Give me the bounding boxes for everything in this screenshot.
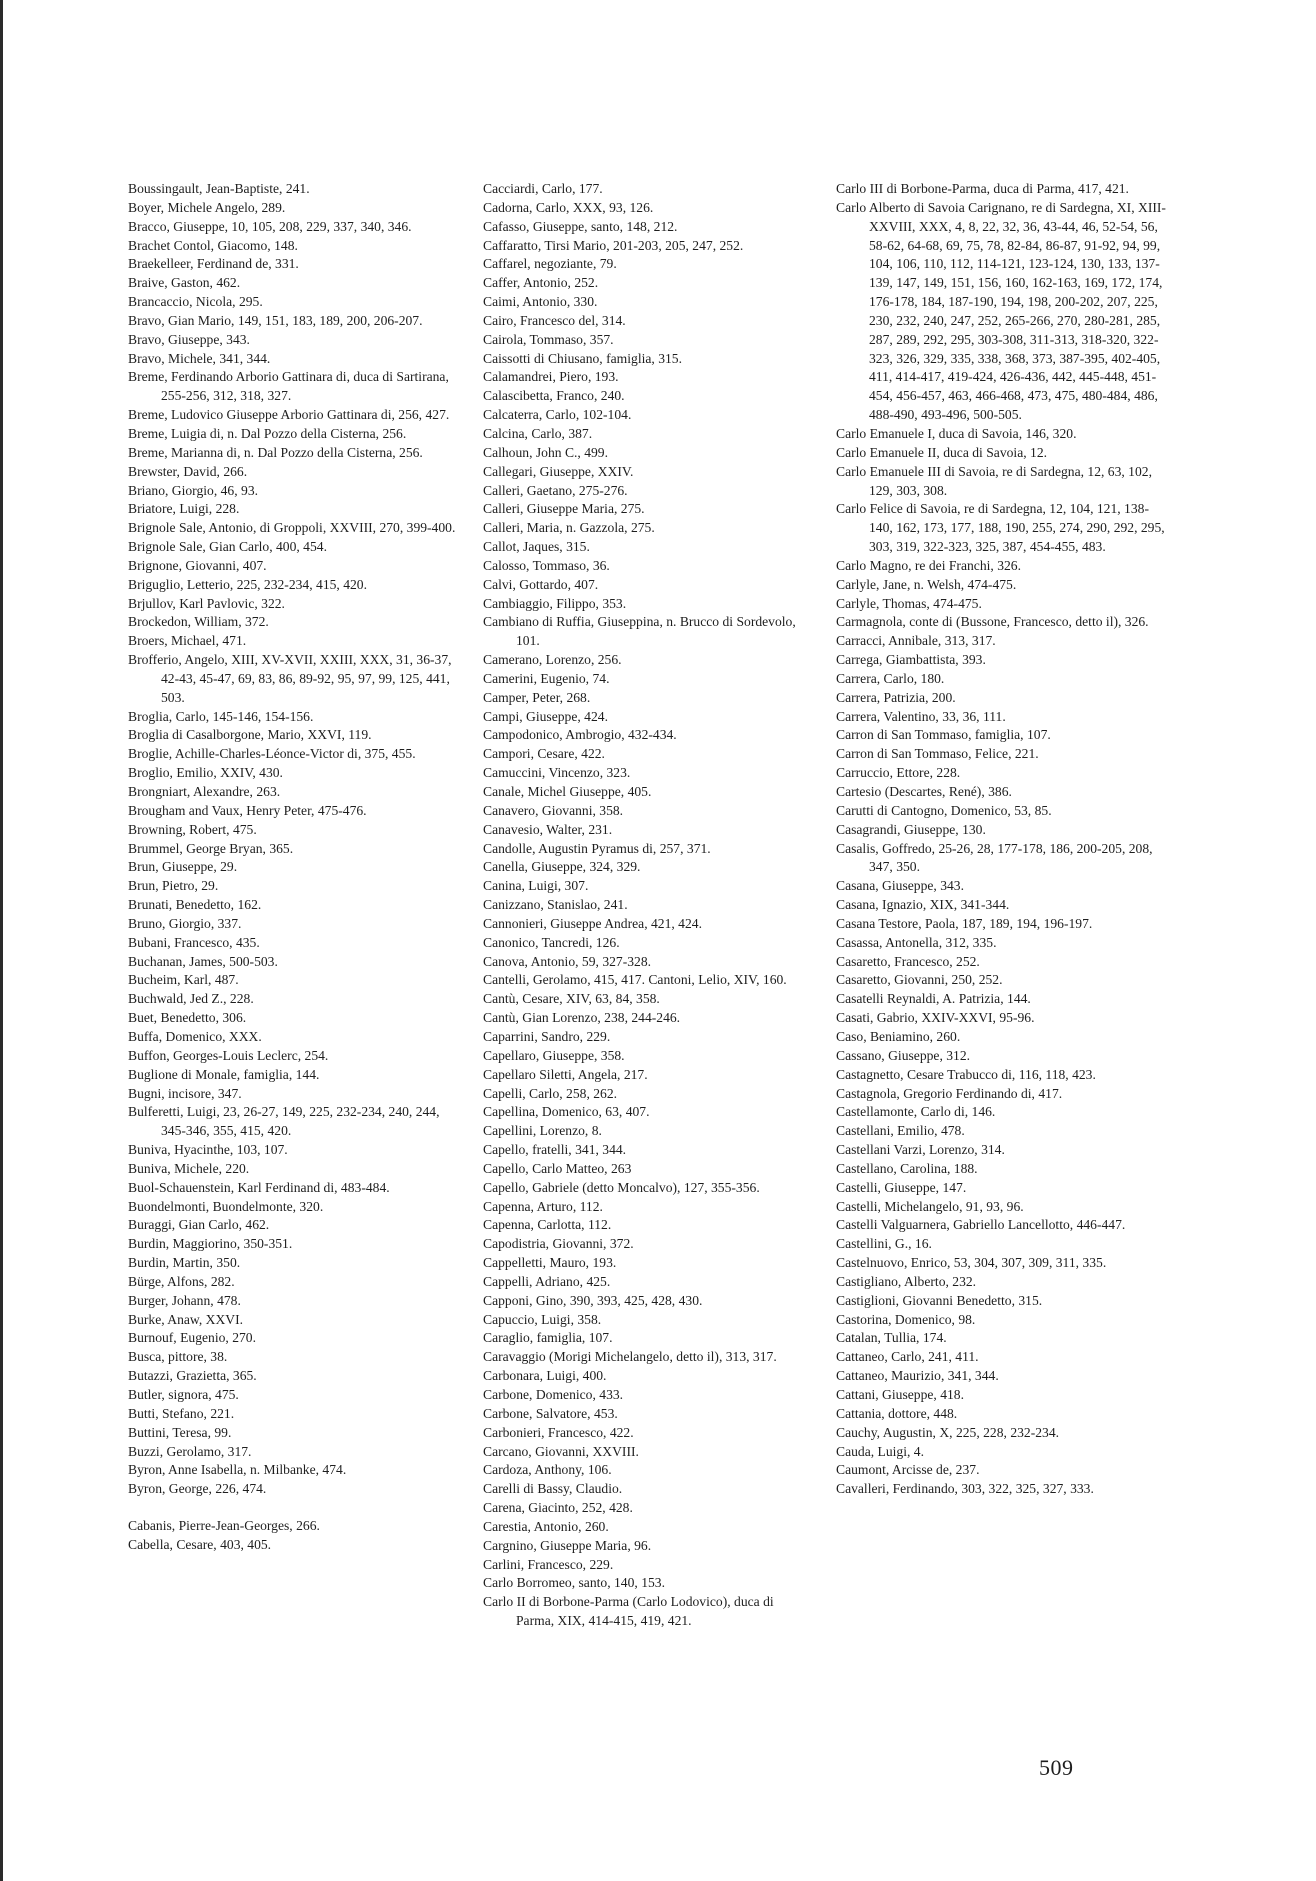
index-entry: Casana Testore, Paola, 187, 189, 194, 196-197.: [836, 915, 1093, 931]
index-entry: Caffaratto, Tirsi Mario, 201-203, 205, 247, 252.: [483, 237, 744, 253]
index-entry: Carestia, Antonio, 260.: [483, 1518, 609, 1534]
index-entry: Calvi, Gottardo, 407.: [483, 576, 599, 592]
index-entry: Caissotti di Chiusano, famiglia, 315.: [483, 350, 682, 366]
index-entry: Brignole Sale, Antonio, di Groppoli, XXVIII, 270, 399-400.: [128, 520, 456, 536]
index-entry: Castellini, G., 16.: [836, 1236, 932, 1252]
index-column-1: [128, 180, 458, 1555]
index-entry: Capuccio, Luigi, 358.: [483, 1311, 602, 1327]
index-entry: Brancaccio, Nicola, 295.: [128, 294, 263, 310]
index-entry: Bravo, Giuseppe, 343.: [128, 331, 250, 347]
index-entry: Capponi, Gino, 390, 393, 425, 428, 430.: [483, 1292, 703, 1308]
index-entry: Caravaggio (Morigi Michelangelo, detto il), 313, 317.: [483, 1349, 777, 1365]
index-entry: Bucheim, Karl, 487.: [128, 972, 239, 988]
index-entry: Butler, signora, 475.: [128, 1387, 239, 1402]
index-entry: Briguglio, Letterio, 225, 232-234, 415, 420.: [128, 576, 367, 592]
index-entry: Carbonieri, Francesco, 422.: [483, 1424, 634, 1440]
index-entry: Capello, fratelli, 341, 344.: [483, 1142, 627, 1158]
index-entry: Buondelmonti, Buondelmonte, 320.: [128, 1198, 324, 1214]
index-entry: Buchanan, James, 500-503.: [128, 953, 278, 969]
index-entry: Brummel, George Bryan, 365.: [128, 840, 294, 856]
index-entry: Carmagnola, conte di (Bussone, Francesco, detto il), 326.: [836, 614, 1149, 630]
index-entry: Callegari, Giuseppe, XXIV.: [483, 463, 634, 479]
index-entry: Carlini, Francesco, 229.: [483, 1556, 614, 1572]
index-entry: Busca, pittore, 38.: [128, 1349, 228, 1365]
index-entry: Cacciardi, Carlo, 177.: [483, 181, 603, 196]
index-entry: Briano, Giorgio, 46, 93.: [128, 482, 259, 498]
index-entry: Casana, Giuseppe, 343.: [836, 878, 964, 894]
index-entry: Camuccini, Vincenzo, 323.: [483, 765, 631, 781]
index-entry: Breme, Ludovico Giuseppe Arborio Gattinara di, 256, 427.: [128, 407, 450, 423]
index-entry: Burdin, Martin, 350.: [128, 1255, 241, 1271]
index-entry: Boussingault, Jean-Baptiste, 241.: [128, 181, 310, 196]
index-entry: Caso, Beniamino, 260.: [836, 1028, 961, 1044]
index-entry: Castigliano, Alberto, 232.: [836, 1273, 977, 1289]
index-entry: Carrera, Patrizia, 200.: [836, 689, 956, 705]
index-entry: Carlo Emanuele III di Savoia, re di Sardegna, 12, 63, 102, 129, 303, 308.: [836, 463, 1152, 498]
index-entry: Casalis, Goffredo, 25-26, 28, 177-178, 186, 200-205, 208, 347, 350.: [836, 840, 1153, 875]
index-entry: Burnouf, Eugenio, 270.: [128, 1330, 256, 1346]
index-entry: Buniva, Michele, 220.: [128, 1160, 250, 1176]
index-entry: Carena, Giacinto, 252, 428.: [483, 1500, 633, 1516]
index-entry: Castellano, Carolina, 188.: [836, 1160, 978, 1176]
index-entry: Cattaneo, Maurizio, 341, 344.: [836, 1368, 999, 1384]
index-entry: Cappelletti, Mauro, 193.: [483, 1255, 617, 1271]
index-entry: Castellani Varzi, Lorenzo, 314.: [836, 1142, 1005, 1158]
index-entry: Brignole Sale, Gian Carlo, 400, 454.: [128, 539, 327, 555]
index-entry: Bravo, Michele, 341, 344.: [128, 350, 271, 366]
index-entry: Caumont, Arcisse de, 237.: [836, 1462, 980, 1478]
index-entry: Calosso, Tommaso, 36.: [483, 557, 610, 573]
index-entry: Cairo, Francesco del, 314.: [483, 312, 626, 328]
index-entry: Canella, Giuseppe, 324, 329.: [483, 859, 641, 875]
index-entry: Canova, Antonio, 59, 327-328.: [483, 953, 652, 969]
index-entry: Briatore, Luigi, 228.: [128, 501, 240, 517]
index-entry: Capenna, Carlotta, 112.: [483, 1217, 612, 1233]
index-entry: Castellani, Emilio, 478.: [836, 1123, 965, 1139]
index-entry: Castagnetto, Cesare Trabucco di, 116, 118, 423.: [836, 1066, 1096, 1082]
index-entry: Cattaneo, Carlo, 241, 411.: [836, 1349, 979, 1365]
index-entry: Cassano, Giuseppe, 312.: [836, 1047, 971, 1063]
index-entry: Caraglio, famiglia, 107.: [483, 1330, 613, 1346]
index-entry: Cadorna, Carlo, XXX, 93, 126.: [483, 199, 654, 215]
index-entry: Brachet Contol, Giacomo, 148.: [128, 237, 298, 253]
index-entry: Bugni, incisore, 347.: [128, 1085, 242, 1101]
index-entry: Capodistria, Giovanni, 372.: [483, 1236, 634, 1252]
index-entry: Brougham and Vaux, Henry Peter, 475-476.: [128, 802, 367, 818]
index-entry: Calleri, Gaetano, 275-276.: [483, 482, 628, 498]
index-entry: Broglie, Achille-Charles-Léonce-Victor di, 375, 455.: [128, 746, 416, 762]
index-entry: Calamandrei, Piero, 193.: [483, 369, 619, 385]
index-entry: Carlyle, Thomas, 474-475.: [836, 595, 982, 611]
index-entry: Bulferetti, Luigi, 23, 26-27, 149, 225, 232-234, 240, 244, 345-346, 355, 415, 420.: [128, 1104, 440, 1139]
index-entry: Brewster, David, 266.: [128, 463, 248, 479]
index-entry: Breme, Luigia di, n. Dal Pozzo della Cisterna, 256.: [128, 425, 407, 441]
index-entry: Carlo Magno, re dei Franchi, 326.: [836, 557, 1021, 573]
index-entry: Canina, Luigi, 307.: [483, 878, 589, 894]
index-entry: Carlo III di Borbone-Parma, duca di Parma, 417, 421.: [836, 181, 1129, 196]
index-entry: Capellaro Siletti, Angela, 217.: [483, 1066, 648, 1082]
index-entry: Cairola, Tommaso, 357.: [483, 331, 614, 347]
index-entry: Byron, George, 226, 474.: [128, 1481, 267, 1497]
index-entry: Cardoza, Anthony, 106.: [483, 1462, 612, 1478]
index-entry: Braive, Gaston, 462.: [128, 275, 241, 291]
index-entry: Butazzi, Grazietta, 365.: [128, 1368, 257, 1384]
index-entry: Carlo Emanuele I, duca di Savoia, 146, 320.: [836, 425, 1077, 441]
index-entry: Cambiaggio, Filippo, 353.: [483, 595, 627, 611]
index-entry: Canale, Michel Giuseppe, 405.: [483, 784, 652, 799]
index-entry: Capellaro, Giuseppe, 358.: [483, 1047, 625, 1063]
index-entry: Callot, Jaques, 315.: [483, 539, 590, 555]
index-entry: Cabanis, Pierre-Jean-Georges, 266.: [128, 1518, 320, 1534]
index-entry: Caparrini, Sandro, 229.: [483, 1028, 611, 1044]
index-entry: Buchwald, Jed Z., 228.: [128, 991, 254, 1007]
index-entry: Carrega, Giambattista, 393.: [836, 652, 986, 668]
index-entry: Capelli, Carlo, 258, 262.: [483, 1085, 618, 1101]
index-entry: Catalan, Tullia, 174.: [836, 1330, 947, 1346]
index-entry: Carbone, Domenico, 433.: [483, 1387, 624, 1402]
index-entry: Carlo Emanuele II, duca di Savoia, 12.: [836, 444, 1048, 460]
index-entry: Cappelli, Adriano, 425.: [483, 1273, 611, 1289]
index-entry: Carutti di Cantogno, Domenico, 53, 85.: [836, 802, 1052, 818]
index-entry: Calleri, Giuseppe Maria, 275.: [483, 501, 645, 517]
index-entry: Buglione di Monale, famiglia, 144.: [128, 1066, 320, 1082]
index-entry: Burdin, Maggiorino, 350-351.: [128, 1236, 293, 1252]
index-entry: Calhoun, John C., 499.: [483, 444, 608, 460]
page-number: 509: [1039, 1755, 1074, 1780]
index-entry: Carbonara, Luigi, 400.: [483, 1368, 607, 1384]
index-entry: Cantelli, Gerolamo, 415, 417. Cantoni, Lelio, XIV, 160.: [483, 972, 787, 988]
index-entry: Campori, Cesare, 422.: [483, 746, 605, 762]
index-entry: Casassa, Antonella, 312, 335.: [836, 934, 997, 950]
index-entry: Buttini, Teresa, 99.: [128, 1424, 232, 1440]
index-entry: Buffon, Georges-Louis Leclerc, 254.: [128, 1047, 329, 1063]
index-entry: Cattani, Giuseppe, 418.: [836, 1387, 964, 1402]
index-entry: Brunati, Benedetto, 162.: [128, 897, 262, 913]
index-entry: Capellini, Lorenzo, 8.: [483, 1123, 602, 1139]
index-entry: Bürge, Alfons, 282.: [128, 1273, 235, 1289]
index-entry: Cambiano di Ruffia, Giuseppina, n. Brucco di Sordevolo, 101.: [483, 614, 796, 649]
index-entry: Casatelli Reynaldi, A. Patrizia, 144.: [836, 991, 1031, 1007]
index-entry: Carron di San Tommaso, Felice, 221.: [836, 746, 1039, 762]
index-entry: Carlo II di Borbone-Parma (Carlo Lodovico), duca di Parma, XIX, 414-415, 419, 421.: [483, 1594, 774, 1629]
index-entry: Carlo Felice di Savoia, re di Sardegna, 12, 104, 121, 138-140, 162, 173, 177, 188, 190, 255, 274, 290, 292, 295, 303, 319, 322-323, 325, 387, 454-455, 483.: [836, 501, 1165, 555]
index-entry: Casaretto, Giovanni, 250, 252.: [836, 972, 1003, 988]
index-entry: Brignone, Giovanni, 407.: [128, 557, 267, 573]
index-entry: Capello, Carlo Matteo, 263: [483, 1160, 632, 1176]
index-entry: Carrera, Carlo, 180.: [836, 670, 945, 686]
index-entry: Byron, Anne Isabella, n. Milbanke, 474.: [128, 1462, 347, 1478]
index-entry: Brjullov, Karl Pavlovic, 322.: [128, 595, 285, 611]
index-entry: Capellina, Domenico, 63, 407.: [483, 1104, 650, 1120]
index-entry: Cauda, Luigi, 4.: [836, 1443, 924, 1459]
index-entry: Breme, Marianna di, n. Dal Pozzo della Cisterna, 256.: [128, 444, 423, 460]
index-entry: Castorina, Domenico, 98.: [836, 1311, 976, 1327]
index-entry: Burger, Johann, 478.: [128, 1292, 241, 1308]
index-entry: Bracco, Giuseppe, 10, 105, 208, 229, 337, 340, 346.: [128, 218, 412, 234]
index-entry: Buniva, Hyacinthe, 103, 107.: [128, 1142, 288, 1158]
index-entry: Calascibetta, Franco, 240.: [483, 388, 625, 404]
index-entry: Carruccio, Ettore, 228.: [836, 765, 961, 781]
index-entry: Caffarel, negoziante, 79.: [483, 256, 617, 272]
index-entry: Cabella, Cesare, 403, 405.: [128, 1536, 272, 1552]
index-entry: Burke, Anaw, XXVI.: [128, 1311, 244, 1327]
index-column-2: [483, 180, 813, 1631]
index-entry: Bravo, Gian Mario, 149, 151, 183, 189, 200, 206-207.: [128, 312, 423, 328]
index-entry: Castelli Valguarnera, Gabriello Lancellotto, 446-447.: [836, 1217, 1126, 1233]
index-entry: Brofferio, Angelo, XIII, XV-XVII, XXIII, XXX, 31, 36-37, 42-43, 45-47, 69, 83, 86, 89-92, 95, 97, 99, 125, 441, 503.: [128, 652, 452, 705]
index-entry: Castiglioni, Giovanni Benedetto, 315.: [836, 1292, 1043, 1308]
index-entry: Cantù, Gian Lorenzo, 238, 244-246.: [483, 1010, 681, 1026]
index-entry: Carbone, Salvatore, 453.: [483, 1405, 618, 1421]
index-entry: Bubani, Francesco, 435.: [128, 934, 260, 950]
index-entry: Castagnola, Gregorio Ferdinando di, 417.: [836, 1085, 1063, 1101]
index-entry: Camper, Peter, 268.: [483, 689, 591, 705]
index-entry: Carlo Borromeo, santo, 140, 153.: [483, 1575, 665, 1591]
index-entry: Casati, Gabrio, XXIV-XXVI, 95-96.: [836, 1010, 1035, 1026]
index-entry: Canonico, Tancredi, 126.: [483, 934, 620, 950]
index-entry: Carrera, Valentino, 33, 36, 111.: [836, 708, 1006, 724]
index-entry: Canavero, Giovanni, 358.: [483, 802, 624, 818]
index-entry: Carron di San Tommaso, famiglia, 107.: [836, 727, 1051, 743]
index-entry: Caffer, Antonio, 252.: [483, 275, 599, 291]
index-entry: Brun, Giuseppe, 29.: [128, 859, 238, 875]
index-entry: Broglia di Casalborgone, Mario, XXVI, 119.: [128, 727, 372, 743]
index-entry: Calcaterra, Carlo, 102-104.: [483, 407, 632, 423]
index-entry: Broers, Michael, 471.: [128, 633, 247, 649]
index-entry: Campodonico, Ambrogio, 432-434.: [483, 727, 677, 743]
index-entry: Cafasso, Giuseppe, santo, 148, 212.: [483, 218, 678, 234]
index-entry: Castelli, Giuseppe, 147.: [836, 1179, 967, 1195]
index-entry: Campi, Giuseppe, 424.: [483, 708, 608, 724]
index-entry: Caimi, Antonio, 330.: [483, 294, 598, 310]
index-entry: Buraggi, Gian Carlo, 462.: [128, 1217, 270, 1233]
index-entry: Calleri, Maria, n. Gazzola, 275.: [483, 520, 655, 536]
index-entry: Buol-Schauenstein, Karl Ferdinand di, 483-484.: [128, 1179, 390, 1195]
index-entry: Canizzano, Stanislao, 241.: [483, 897, 628, 913]
index-entry: Casaretto, Francesco, 252.: [836, 953, 980, 969]
index-entry: Canavesio, Walter, 231.: [483, 821, 613, 837]
index-entry: Carracci, Annibale, 313, 317.: [836, 633, 996, 649]
index-entry: Buffa, Domenico, XXX.: [128, 1028, 262, 1044]
index-entry: Cartesio (Descartes, René), 386.: [836, 784, 1012, 799]
index-entry: Cantù, Cesare, XIV, 63, 84, 358.: [483, 991, 660, 1007]
page-binding-edge: [0, 0, 3, 1881]
index-entry: Brongniart, Alexandre, 263.: [128, 784, 281, 799]
index-entry: Brockedon, William, 372.: [128, 614, 269, 630]
index-entry: Carlo Alberto di Savoia Carignano, re di Sardegna, XI, XIII-XXVIII, XXX, 4, 8, 22, 32, 36, 43-44, 46, 52-54, 56, 58-62, 64-68, 69, 75, 78, 82-84, 86-87, 91-92, 94, 99, 104, 106, 110, 112, 114-121, 123-124, 130, 133, 137-139, 147, 149, 151, 156, 160, 162-163, 169, 172, 174, 176-178, 184, 187-190, 194, 198, 200-202, 207, 225, 230, 232, 240, 247, 252, 265-266, 270, 280-281, 285, 287, 289, 292, 295, 303-308, 311-313, 318-320, 322-323, 326, 329, 335, 338, 368, 373, 387-395, 402-405, 411, 414-417, 419-424, 426-436, 442, 445-448, 451-454, 456-457, 463, 466-468, 473, 475, 480-484, 486, 488-490, 493-496, 500-505.: [836, 199, 1166, 423]
index-entry: Capenna, Arturo, 112.: [483, 1198, 603, 1214]
index-entry: Calcina, Carlo, 387.: [483, 425, 593, 441]
index-entry: Cattania, dottore, 448.: [836, 1405, 958, 1421]
index-entry: Casana, Ignazio, XIX, 341-344.: [836, 897, 1010, 913]
index-entry: Cargnino, Giuseppe Maria, 96.: [483, 1537, 652, 1553]
index-entry: Castelli, Michelangelo, 91, 93, 96.: [836, 1198, 1024, 1214]
index-entry: Broglio, Emilio, XXIV, 430.: [128, 765, 283, 781]
index-entry: Castelnuovo, Enrico, 53, 304, 307, 309, 311, 335.: [836, 1255, 1107, 1271]
index-column-3: [836, 180, 1166, 1499]
index-entry: Carlyle, Jane, n. Welsh, 474-475.: [836, 576, 1017, 592]
index-entry: Camerini, Eugenio, 74.: [483, 670, 610, 686]
index-entry: Buet, Benedetto, 306.: [128, 1010, 247, 1026]
index-entry: Broglia, Carlo, 145-146, 154-156.: [128, 708, 314, 724]
index-entry: Braekelleer, Ferdinand de, 331.: [128, 256, 299, 272]
index-entry: Cauchy, Augustin, X, 225, 228, 232-234.: [836, 1424, 1060, 1440]
index-entry: Camerano, Lorenzo, 256.: [483, 652, 622, 668]
index-entry: Carcano, Giovanni, XXVIII.: [483, 1443, 639, 1459]
index-entry: Casagrandi, Giuseppe, 130.: [836, 821, 986, 837]
index-entry: Cavalleri, Ferdinando, 303, 322, 325, 327, 333.: [836, 1481, 1094, 1497]
index-entry: Browning, Robert, 475.: [128, 821, 257, 837]
index-entry: Breme, Ferdinando Arborio Gattinara di, duca di Sartirana, 255-256, 312, 318, 327.: [128, 369, 449, 404]
index-entry: Cannonieri, Giuseppe Andrea, 421, 424.: [483, 915, 702, 931]
index-entry: Butti, Stefano, 221.: [128, 1405, 235, 1421]
index-entry: Castellamonte, Carlo di, 146.: [836, 1104, 996, 1120]
index-entry: Bruno, Giorgio, 337.: [128, 915, 242, 931]
index-entry: Buzzi, Gerolamo, 317.: [128, 1443, 252, 1459]
index-entry: Capello, Gabriele (detto Moncalvo), 127, 355-356.: [483, 1179, 760, 1195]
index-entry: Candolle, Augustin Pyramus di, 257, 371.: [483, 840, 711, 856]
index-entry: Brun, Pietro, 29.: [128, 878, 219, 894]
index-entry: Carelli di Bassy, Claudio.: [483, 1481, 623, 1497]
index-entry: Boyer, Michele Angelo, 289.: [128, 199, 286, 215]
